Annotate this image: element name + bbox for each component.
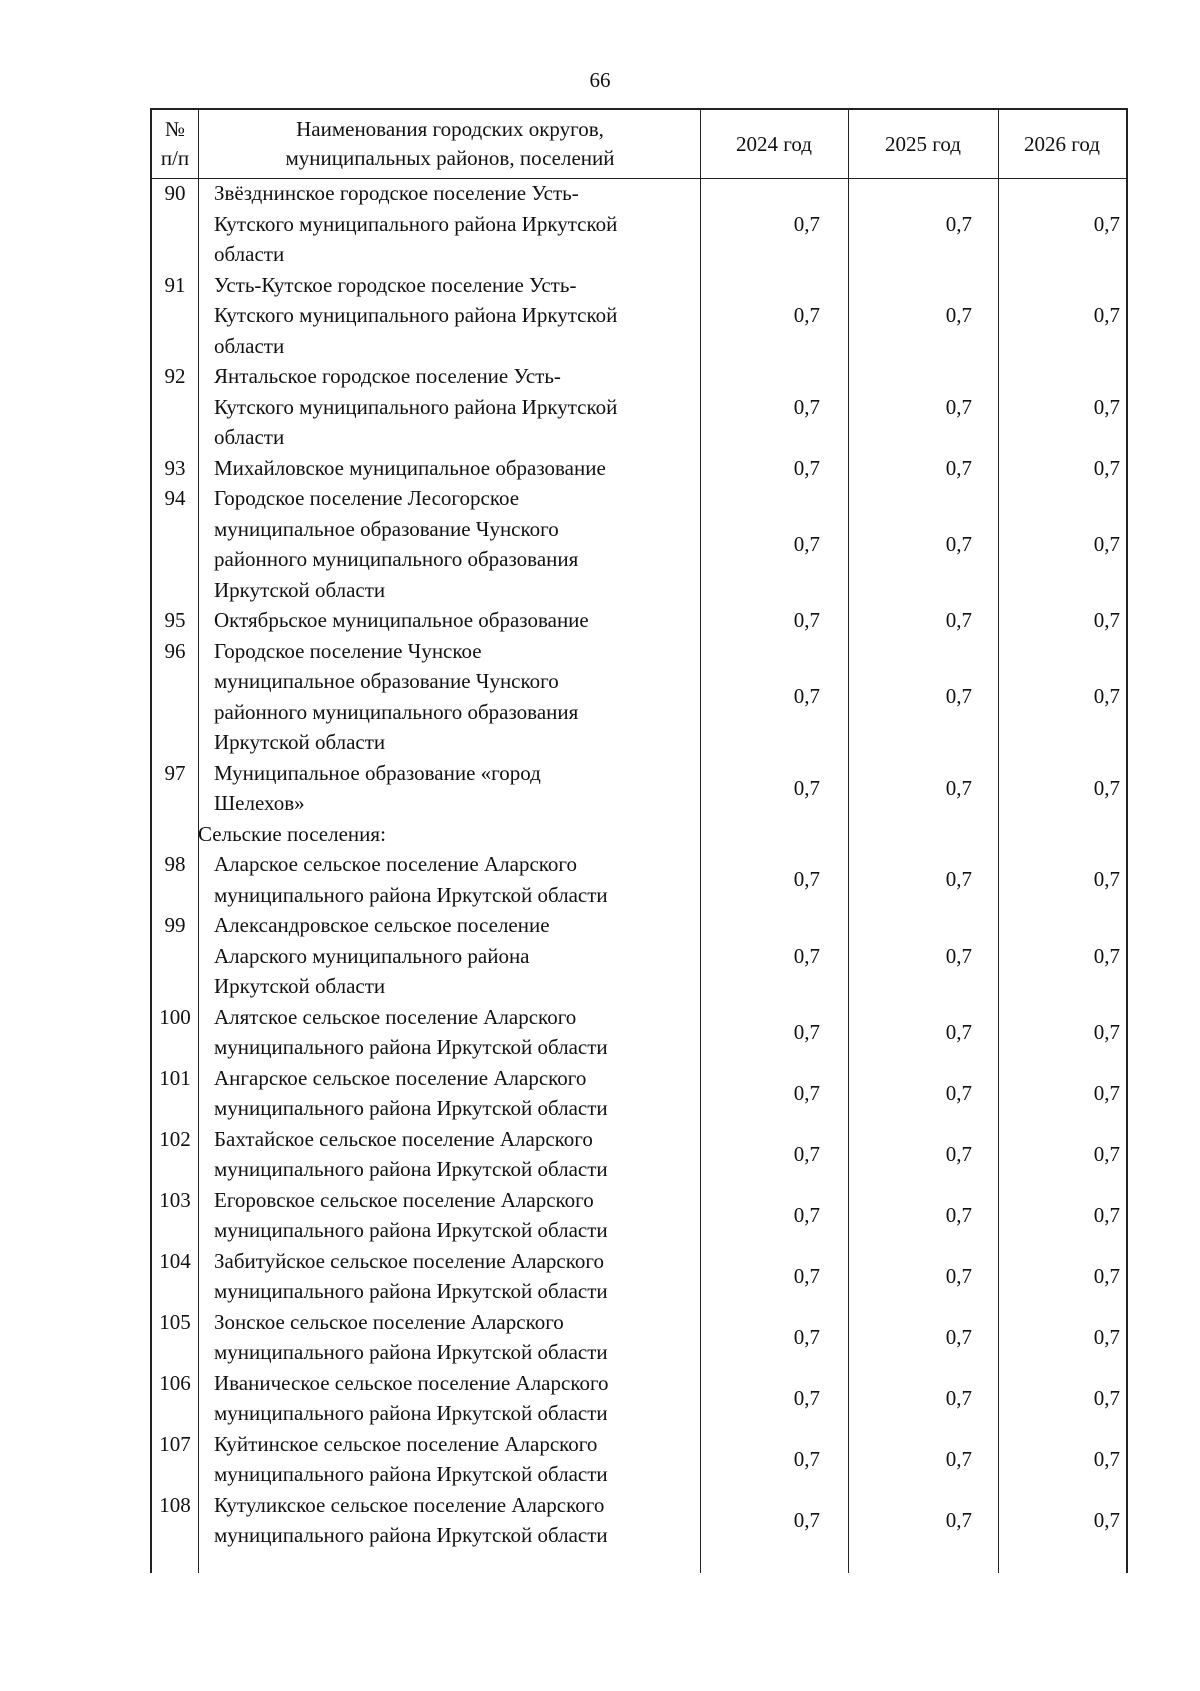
row-number: 101 [159, 1065, 191, 1090]
value-2025: 0,7 [945, 1385, 972, 1410]
row-name: Бахтайское сельское поселение Аларского муниципального района Иркутской области [214, 1126, 608, 1181]
value-2024: 0,7 [793, 1507, 820, 1532]
value-2024: 0,7 [793, 684, 820, 709]
value-2026: 0,7 [1093, 1324, 1120, 1349]
row-name: Муниципальное образование «город Шелехов» [214, 760, 541, 815]
value-2025: 0,7 [945, 608, 972, 632]
value-2025: 0,7 [945, 1080, 972, 1105]
value-2026: 0,7 [1093, 211, 1120, 236]
row-number: 108 [159, 1492, 191, 1517]
table-row [152, 1063, 1126, 1124]
value-2025: 0,7 [945, 775, 972, 800]
value-2026: 0,7 [1093, 867, 1120, 892]
header-2024: 2024 год [736, 131, 812, 156]
value-2024: 0,7 [793, 1019, 820, 1044]
value-2026: 0,7 [1093, 1019, 1120, 1044]
value-2025: 0,7 [945, 1507, 972, 1532]
value-2024: 0,7 [793, 211, 820, 236]
value-2026: 0,7 [1093, 608, 1120, 632]
row-name: Октябрьское муниципальное образование [214, 608, 589, 632]
value-2026: 0,7 [1093, 455, 1120, 480]
row-name: Аларское сельское поселение Аларского муниципального района Иркутской области [214, 852, 608, 907]
row-number: 102 [159, 1126, 191, 1151]
table-row [152, 1307, 1126, 1368]
value-2026: 0,7 [1093, 943, 1120, 968]
row-number: 98 [164, 852, 186, 876]
row-number: 103 [159, 1187, 191, 1212]
table-row [152, 1002, 1126, 1063]
table-row [152, 758, 1126, 819]
value-2026: 0,7 [1093, 1385, 1120, 1410]
value-2026: 0,7 [1093, 775, 1120, 800]
row-number: 97 [164, 760, 186, 785]
row-name: Янтальское городское поселение Усть- Кутского муниципального района Иркутской области [214, 364, 618, 449]
header-2025: 2025 год [885, 131, 961, 156]
row-name: Забитуйское сельское поселение Аларского муниципального района Иркутской области [214, 1248, 608, 1303]
table-row [152, 1124, 1126, 1185]
table-row [152, 453, 1126, 484]
value-2024: 0,7 [793, 1324, 820, 1349]
row-number: 92 [164, 364, 186, 388]
table-row [152, 605, 1126, 636]
table-row [152, 270, 1126, 362]
row-name: Егоровское сельское поселение Аларского муниципального района Иркутской области [214, 1187, 608, 1242]
row-name: Городское поселение Чунское муниципальное образование Чунского районного муниципального образования Иркутской области [214, 638, 579, 754]
value-2026: 0,7 [1093, 1202, 1120, 1227]
table-row [152, 483, 1126, 605]
value-2025: 0,7 [945, 303, 972, 327]
table-row [152, 178, 1126, 270]
value-2024: 0,7 [793, 455, 820, 480]
table-row [152, 1246, 1126, 1307]
row-name: Усть-Кутское городское поселение Усть- Кутского муниципального района Иркутской области [214, 272, 618, 358]
header-name: Наименования городских округов, муниципальных районов, поселений [285, 117, 615, 170]
value-2024: 0,7 [793, 1385, 820, 1410]
row-name: Ангарское сельское поселение Аларского муниципального района Иркутской области [214, 1065, 608, 1120]
page-number: 66 [589, 68, 611, 92]
table-row [152, 1429, 1126, 1490]
row-number: 90 [164, 181, 186, 205]
value-2025: 0,7 [945, 867, 972, 892]
value-2026: 0,7 [1093, 1141, 1120, 1166]
value-2026: 0,7 [1093, 1080, 1120, 1105]
value-2024: 0,7 [793, 394, 820, 419]
value-2026: 0,7 [1093, 394, 1120, 419]
value-2026: 0,7 [1093, 1507, 1120, 1532]
value-2024: 0,7 [793, 943, 820, 968]
value-2024: 0,7 [793, 867, 820, 892]
value-2024: 0,7 [793, 1263, 820, 1288]
row-name: Иваническое сельское поселение Аларского муниципального района Иркутской области [214, 1370, 609, 1425]
row-name: Зонское сельское поселение Аларского муниципального района Иркутской области [214, 1309, 608, 1364]
table-row [152, 361, 1126, 453]
value-2024: 0,7 [793, 1446, 820, 1471]
value-2024: 0,7 [793, 1141, 820, 1166]
header-2026: 2026 год [1024, 131, 1100, 156]
value-2025: 0,7 [945, 531, 972, 556]
value-2025: 0,7 [945, 1324, 972, 1349]
value-2026: 0,7 [1093, 303, 1120, 327]
row-number: 107 [159, 1431, 191, 1456]
row-number: 93 [164, 455, 186, 480]
table-row [152, 1368, 1126, 1429]
row-name: Городское поселение Лесогорское муниципальное образование Чунского районного муниципального образования Иркутской области [214, 486, 579, 602]
value-2024: 0,7 [793, 303, 820, 327]
header-number: № п/п [160, 117, 190, 170]
row-number: 96 [164, 638, 186, 663]
row-name: Кутуликское сельское поселение Аларского муниципального района Иркутской области [214, 1492, 608, 1547]
row-name: Звёзднинское городское поселение Усть- Кутского муниципального района Иркутской области [214, 181, 618, 266]
row-number: 105 [159, 1309, 191, 1334]
row-name: Куйтинское сельское поселение Аларского муниципального района Иркутской области [214, 1431, 608, 1486]
row-number: 99 [164, 913, 186, 937]
value-2025: 0,7 [945, 1446, 972, 1471]
value-2025: 0,7 [945, 211, 972, 236]
value-2024: 0,7 [793, 608, 820, 632]
value-2025: 0,7 [945, 1019, 972, 1044]
value-2024: 0,7 [793, 531, 820, 556]
table-row [152, 910, 1126, 1002]
value-2025: 0,7 [945, 1202, 972, 1227]
value-2026: 0,7 [1093, 1263, 1120, 1288]
data-table [150, 108, 1128, 1573]
row-name: Михайловское муниципальное образование [214, 455, 606, 480]
row-number: 95 [164, 608, 186, 632]
value-2025: 0,7 [945, 1141, 972, 1166]
table-row [152, 849, 1126, 910]
row-number: 106 [159, 1370, 191, 1395]
value-2026: 0,7 [1093, 684, 1120, 709]
value-2025: 0,7 [945, 394, 972, 419]
table-row [152, 1185, 1126, 1246]
row-number: 91 [164, 272, 186, 297]
value-2025: 0,7 [945, 684, 972, 709]
value-2026: 0,7 [1093, 531, 1120, 556]
value-2025: 0,7 [945, 943, 972, 968]
row-number: 104 [159, 1248, 191, 1273]
value-2024: 0,7 [793, 775, 820, 800]
value-2026: 0,7 [1093, 1446, 1120, 1471]
row-name: Александровское сельское поселение Аларского муниципального района Иркутской области [214, 913, 550, 998]
row-number: 94 [164, 486, 186, 510]
value-2024: 0,7 [793, 1080, 820, 1105]
value-2025: 0,7 [945, 1263, 972, 1288]
table-row [152, 636, 1126, 758]
row-name: Алятское сельское поселение Аларского муниципального района Иркутской области [214, 1004, 608, 1059]
table-row [152, 1490, 1126, 1551]
section-label: Сельские поселения: [198, 821, 386, 846]
value-2024: 0,7 [793, 1202, 820, 1227]
value-2025: 0,7 [945, 455, 972, 480]
row-number: 100 [159, 1004, 191, 1029]
